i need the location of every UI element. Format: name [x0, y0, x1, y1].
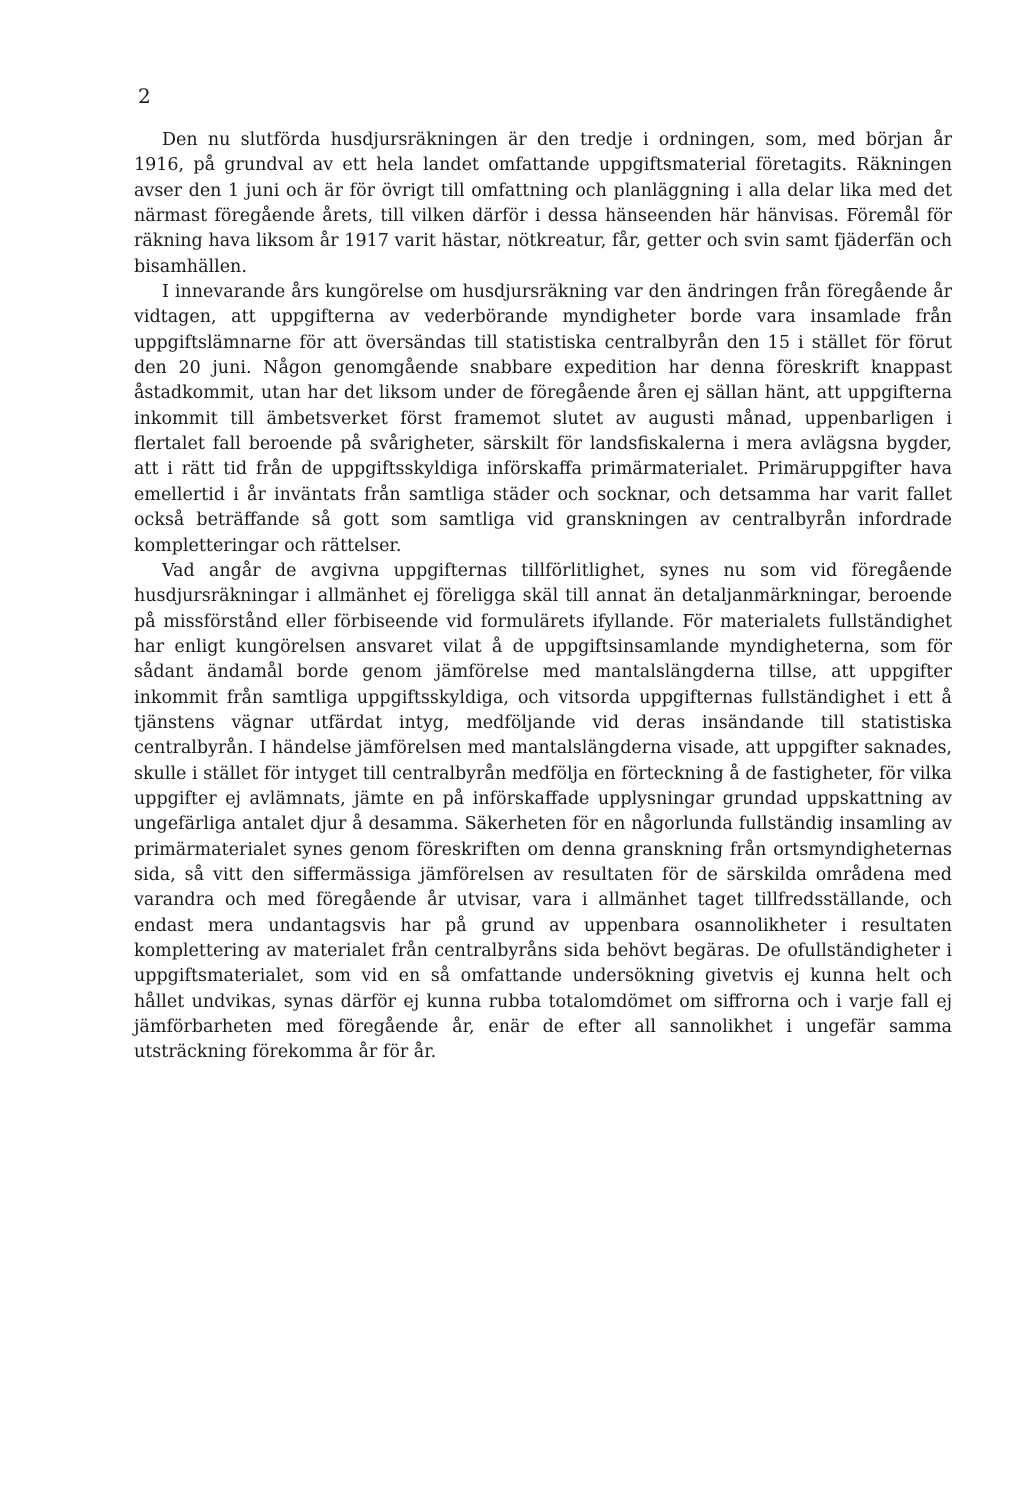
paragraph-reliability: Vad angår de avgivna uppgifternas tillförlitlighet, synes nu som vid föregående husdjursräkningar i allmänhet ej föreligga skäl till annat än detaljanmärkningar, beroende på missförstånd eller förbiseende vid formulärets ifyllande. För materialets fullständighet har enligt kungörelsen ansvaret vilat å de uppgiftsinsamlande myndigheterna, som för sådant ändamål borde genom jämförelse med mantalslängderna tillse, att uppgifter inkommit från samtliga uppgiftsskyldiga, och vitsorda uppgifternas fullständighet i ett å tjänstens vägnar utfärdat intyg, medföljande vid deras insändande till statistiska centralbyrån. I händelse jämförelsen med mantalslängderna visade, att uppgifter saknades, skulle i stället för intyget till centralbyrån medfölja en förteckning å de fastigheter, för vilka uppgifter ej avlämnats, jämte en på införskaffade upplysningar grundad uppskattning av ungefärliga antalet djur å desamma. Säkerheten för en någorlunda fullständig insamling av primärmaterialet synes genom föreskriften om denna granskning från ortsmyndigheternas sida, så vitt den siffermässiga jämförelsen av resultaten för de särskilda områdena med varandra och med föregående år utvisar, vara i allmänhet taget tillfredsställande, och endast mera undantagsvis har på grund av uppenbara osannolikheter i resultaten komplettering av materialet från centralbyråns sida behövt begäras. De ofullständigheter i uppgiftsmaterialet, som vid en så omfattande undersökning givetvis ej kunna helt och hållet undvikas, synas därför ej kunna rubba totalomdömet om siffrorna och i varje fall ej jämförbarheten med föregående år, enär de efter all sannolikhet i ungefär samma utsträckning förekomma år för år.: [134, 560, 952, 1063]
body-text: [134, 128, 952, 1066]
paragraph-announcement: I innevarande års kungörelse om husdjursräkning var den ändringen från föregående år vidtagen, att uppgifterna av vederbörande myndigheter borde vara insamlade från uppgiftslämnarne för att översändas till statistiska centralbyrån den 15 i stället för förut den 20 juni. Någon genomgående snabbare expedition har denna föreskrift knappast åstadkommit, utan har det liksom under de föregående åren ej sällan hänt, att uppgifterna inkommit till ämbetsverket först framemot slutet av augusti månad, uppenbarligen i flertalet fall beroende på svårigheter, särskilt för landsfiskalerna i mera avlägsna bygder, att i rätt tid från de uppgiftsskyldiga införskaffa primärmaterialet. Primäruppgifter hava emellertid i år inväntats från samtliga städer och socknar, och detsamma har varit fallet också beträffande så gott som samtliga vid granskningen av centralbyrån infordrade kompletteringar och rättelser.: [134, 282, 952, 556]
paragraph-intro: Den nu slutförda husdjursräkningen är den tredje i ordningen, som, med början år 1916, på grundval av ett hela landet omfattande uppgiftsmaterial företagits. Räkningen avser den 1 juni och är för övrigt till omfattning och planläggning i alla delar lika med det närmast föregående årets, till vilken därför i dessa hänseenden här hänvisas. Föremål för räkning hava liksom år 1917 varit hästar, nötkreatur, får, getter och svin samt fjäderfän och bisamhällen.: [134, 130, 952, 277]
page-number: 2: [138, 84, 151, 108]
